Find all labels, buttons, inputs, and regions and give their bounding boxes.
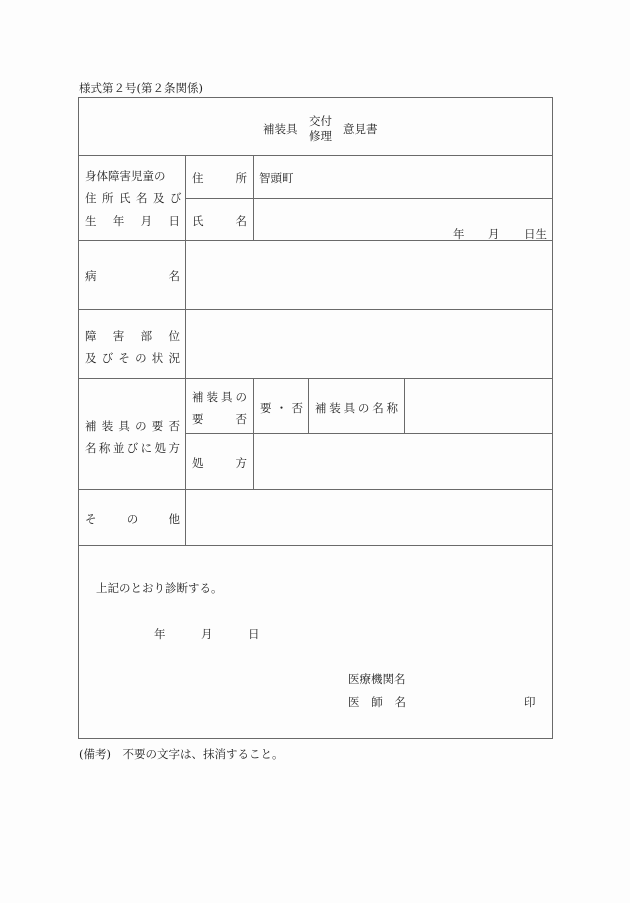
device-label-line1: 補 装 具 の 要 否: [85, 419, 180, 433]
device-need-label-line2: 要 否: [192, 412, 247, 426]
title-option-issue: 交付: [309, 114, 332, 128]
patient-label-line1: 身体障害児童の: [85, 169, 166, 183]
cert-month-label: 月: [201, 627, 213, 641]
prescription-label: 処 方: [192, 456, 247, 470]
patient-label-line2: 住所氏名及び: [85, 191, 187, 205]
title-suffix: 意見書: [343, 122, 378, 136]
device-need-label-line1: 補 装 具 の: [192, 390, 247, 404]
disability-label-line2: 及 び そ の 状 況: [85, 351, 180, 365]
doctor-label: 医 師 名: [348, 695, 406, 709]
certification-statement: 上記のとおり診断する。: [96, 581, 223, 595]
device-label-line2: 名 称 並 び に 処 方: [85, 441, 180, 455]
other-label: そ の 他: [85, 512, 180, 526]
title-prefix: 補装具: [263, 122, 298, 136]
disease-field[interactable]: [186, 241, 552, 309]
patient-label-line3: 生 年 月 日: [85, 214, 180, 228]
cert-day-label: 日: [248, 627, 260, 641]
disability-label-line1: 障 害 部 位: [85, 329, 180, 343]
device-name-label: 補 装 具 の 名 称: [315, 401, 398, 415]
form-number: 様式第２号(第２条関係): [79, 81, 203, 95]
birth-month-label: 月: [488, 227, 500, 241]
prescription-field[interactable]: [254, 434, 552, 489]
disability-field[interactable]: [186, 310, 552, 378]
address-value[interactable]: 智頭町: [259, 171, 294, 185]
device-name-field[interactable]: [405, 379, 552, 433]
institution-label: 医療機関名: [348, 672, 406, 686]
birth-day-label: 日生: [524, 227, 547, 241]
name-field[interactable]: [254, 199, 552, 240]
address-label: 住 所: [192, 171, 247, 185]
device-need-choice[interactable]: 要 ・ 否: [260, 401, 303, 415]
name-label: 氏 名: [192, 214, 247, 228]
other-field[interactable]: [186, 490, 552, 545]
title-option-repair: 修理: [309, 129, 332, 143]
birth-year-label: 年: [453, 227, 465, 241]
footer-note: (備考) 不要の文字は、抹消すること。: [79, 747, 284, 761]
seal-mark: 印: [524, 695, 536, 709]
cert-year-label: 年: [154, 627, 166, 641]
disease-label: 病 名: [85, 269, 180, 283]
